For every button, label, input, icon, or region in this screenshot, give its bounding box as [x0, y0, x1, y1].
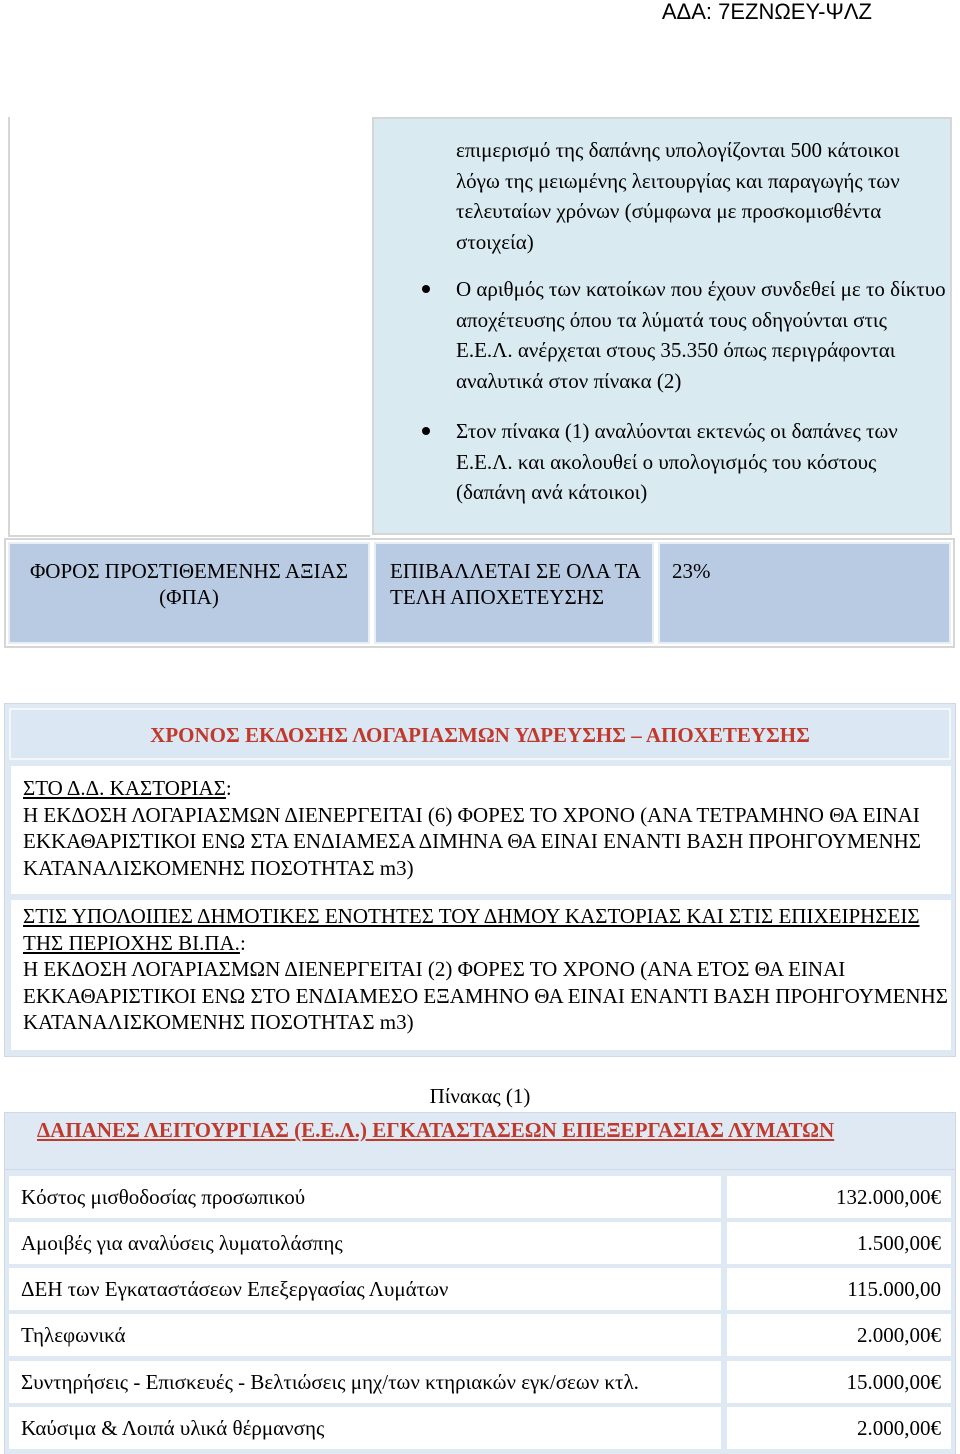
heading-colon: : [225, 776, 232, 800]
expense-value: 132.000,00€ [727, 1176, 951, 1218]
heading-colon: : [239, 930, 246, 955]
table-caption: Πίνακας (1) [429, 1084, 531, 1108]
vat-label-cell: ΦΟΡΟΣ ΠΡΟΣΤΙΘΕΜΕΝΗΣ ΑΞΙΑΣ (ΦΠΑ) [8, 542, 370, 644]
table-row [9, 1361, 951, 1403]
table1-right-cell [372, 117, 952, 535]
expense-value: 2.000,00€ [727, 1407, 951, 1449]
bullet-text: Ο αριθμός των κατοίκων που έχουν συνδεθεί με το δίκτυο αποχέτευσης όπου τα λύματά τους οδηγούνται στις Ε.Ε.Λ. ανέρχεται στους 35.350 όπως περιγράφονται αναλυτικά στον πίνακα (2) [456, 277, 946, 393]
expense-value: 15.000,00€ [727, 1361, 951, 1403]
expense-value: 2.000,00€ [727, 1314, 951, 1356]
bullet-dot-icon [422, 285, 430, 293]
table1-left-cell [8, 117, 370, 537]
table-row [9, 1176, 951, 1218]
billing-schedule-title: ΧΡΟΝΟΣ ΕΚΔΟΣΗΣ ΛΟΓΑΡΙΑΣΜΩΝ ΥΔΡΕΥΣΗΣ – ΑΠΟΧΕΤΕΥΣΗΣ [9, 708, 951, 760]
table-row [9, 1407, 951, 1449]
vat-rate-cell: 23% [658, 542, 951, 644]
expense-label: Συντηρήσεις - Επισκευές - Βελτιώσεις μηχ/των κτηριακών εγκ/σεων κτλ. [9, 1361, 721, 1403]
expense-label: Κόστος μισθοδοσίας προσωπικού [9, 1176, 721, 1218]
kastoria-heading: ΣΤΟ Δ.Δ. ΚΑΣΤΟΡΙΑΣ [23, 776, 226, 800]
expense-label: Αμοιβές για αναλύσεις λυματολάσπης [9, 1222, 721, 1264]
bullet-item [456, 274, 946, 396]
table-row [9, 1314, 951, 1356]
kastoria-billing-box [11, 766, 951, 894]
expense-value: 115.000,00 [727, 1268, 951, 1310]
bullet-text: Στον πίνακα (1) αναλύονται εκτενώς οι δαπάνες των Ε.Ε.Λ. και ακολουθεί ο υπολογισμός του κόστους (δαπάνη ανά κάτοικοι) [456, 419, 898, 504]
expense-label: Καύσιμα & Λοιπά υλικά θέρμανσης [9, 1407, 721, 1449]
expense-label: ΔΕΗ των Εγκαταστάσεων Επεξεργασίας Λυμάτων [9, 1268, 721, 1310]
other-units-billing-box [11, 900, 951, 1050]
expenses-table-title: ΔΑΠΑΝΕΣ ΛΕΙΤΟΥΡΓΙΑΣ (Ε.Ε.Λ.) ΕΓΚΑΤΑΣΤΑΣΕΩΝ ΕΠΕΞΕΡΓΑΣΙΑΣ ΛΥΜΑΤΩΝ [37, 1118, 835, 1142]
billing-schedule-table [4, 703, 956, 1057]
expense-label: Τηλεφωνικά [9, 1314, 721, 1356]
expense-value: 1.500,00€ [727, 1222, 951, 1264]
cost-allocation-paragraph: επιμερισμό της δαπάνης υπολογίζονται 500 κάτοικοι λόγω της μειωμένης λειτουργίας και παραγωγής των τελευταίων χρόνων (σύμφωνα με προσκομισθέντα στοιχεία) [456, 138, 900, 254]
ada-code: ΑΔΑ: 7ΕΖΝΩΕΥ-ΨΛΖ [661, 0, 872, 24]
table-row [9, 1268, 951, 1310]
vat-applies-cell: ΕΠΙΒΑΛΛΕΤΑΙ ΣΕ ΟΛΑ ΤΑ ΤΕΛΗ ΑΠΟΧΕΤΕΥΣΗΣ [374, 542, 654, 644]
expenses-table-header [4, 1112, 956, 1170]
bullet-dot-icon [422, 427, 430, 435]
other-units-billing-text: Η ΕΚΔΟΣΗ ΛΟΓΑΡΙΑΣΜΩΝ ΔΙΕΝΕΡΓΕΙΤΑΙ (2) ΦΟΡΕΣ ΤΟ ΧΡΟΝΟ (ΑΝΑ ΕΤΟΣ ΘΑ ΕΙΝΑΙ ΕΚΚΑΘΑΡΙΣΤΙΚΟΙ ΕΝΩ ΣΤΟ ΕΝΔΙΑΜΕΣΟ ΕΞΑΜΗΝΟ ΘΑ ΕΙΝΑΙ ΕΝΑΝΤΙ ΒΑΣΗ ΠΡΟΗΓΟΥΜΕΝΗΣ ΚΑΤΑΝΑΛΙΣΚΟΜΕΝΗΣ ΠΟΣΟΤΗΤΑΣ m3) [23, 957, 948, 1034]
vat-row [4, 538, 955, 648]
table-row [9, 1222, 951, 1264]
other-units-heading: ΣΤΙΣ ΥΠΟΛΟΙΠΕΣ ΔΗΜΟΤΙΚΕΣ ΕΝΟΤΗΤΕΣ ΤΟΥ ΔΗΜΟΥ ΚΑΣΤΟΡΙΑΣ ΚΑΙ ΣΤΙΣ ΕΠΙΧΕΙΡΗΣΕΙΣ ΤΗΣ ΠΕΡΙΟΧΗΣ ΒΙ.ΠΑ. [23, 904, 920, 955]
kastoria-billing-text: Η ΕΚΔΟΣΗ ΛΟΓΑΡΙΑΣΜΩΝ ΔΙΕΝΕΡΓΕΙΤΑΙ (6) ΦΟΡΕΣ ΤΟ ΧΡΟΝΟ (ΑΝΑ ΤΕΤΡΑΜΗΝΟ ΘΑ ΕΙΝΑΙ ΕΚΚΑΘΑΡΙΣΤΙΚΟΙ ΕΝΩ ΣΤΑ ΕΝΔΙΑΜΕΣΑ ΔΙΜΗΝΑ ΘΑ ΕΙΝΑΙ ΕΝΑΝΤΙ ΒΑΣΗ ΠΡΟΗΓΟΥΜΕΝΗΣ ΚΑΤΑΝΑΛΙΣΚΟΜΕΝΗΣ ΠΟΣΟΤΗΤΑΣ m3) [23, 802, 922, 880]
expenses-table [4, 1170, 956, 1454]
bullet-item [456, 416, 946, 508]
